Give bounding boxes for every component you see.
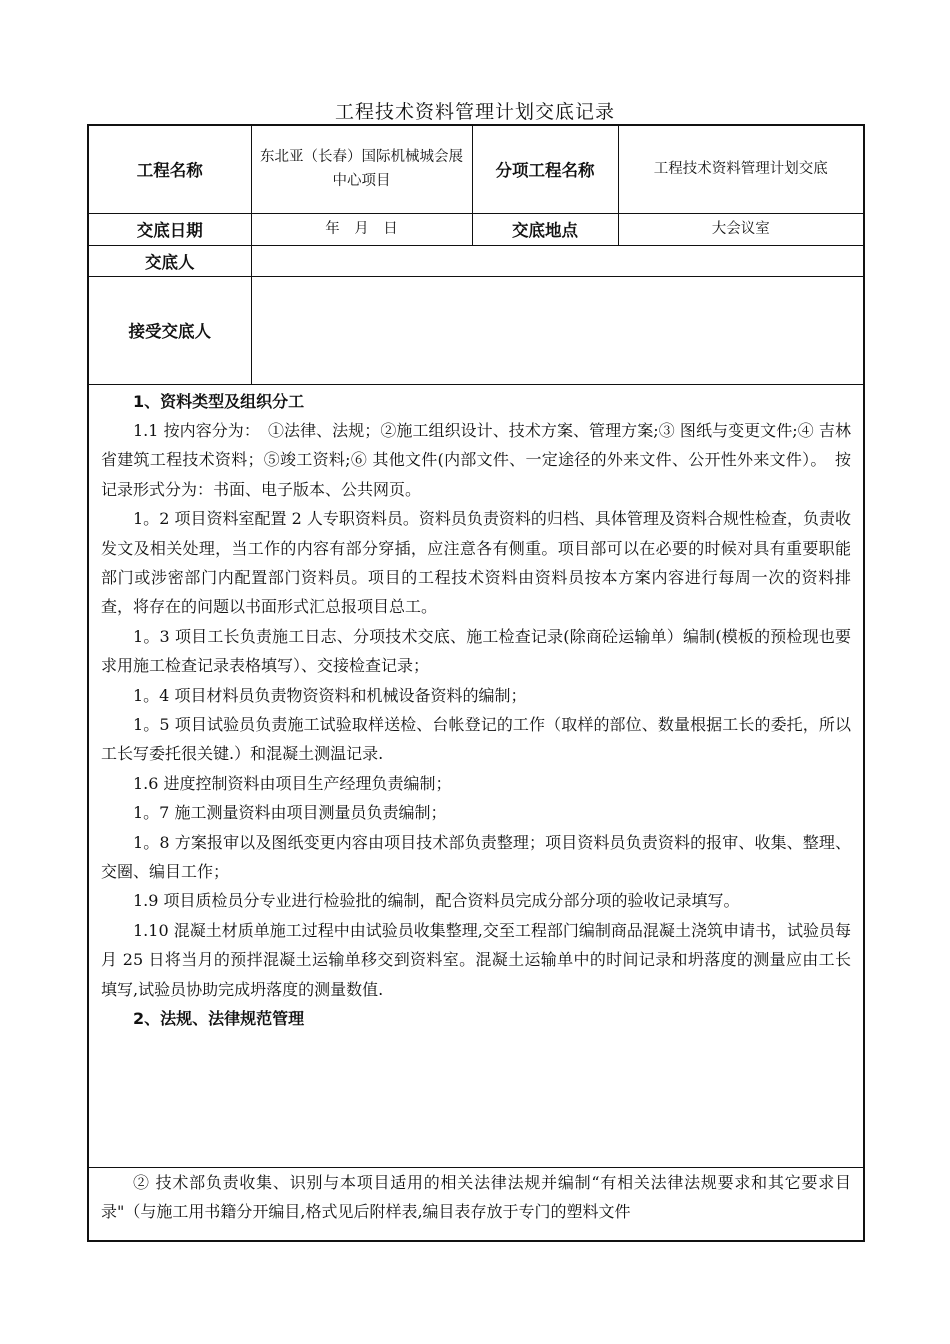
location-value: 大会议室 (618, 213, 864, 245)
page-title: 工程技术资料管理计划交底记录 (334, 101, 615, 123)
presenter-label: 交底人 (88, 245, 251, 276)
section1-heading: 1、资料类型及组织分工 (133, 391, 305, 411)
paragraph-1-6: 1.6 进度控制资料由项目生产经理负责编制； (133, 773, 452, 793)
handover-record-table (87, 124, 865, 1242)
sub-project-value: 工程技术资料管理计划交底 (618, 125, 864, 213)
receiver-row (88, 276, 864, 384)
paragraph-1-8: 1。8 方案报审以及图纸变更内容由项目技术部负责整理；项目资料员负责资料的报审、收集、整理、交圈、编目工作； (101, 832, 851, 881)
paragraph-1-7: 1。7 施工测量资料由项目测量员负责编制； (133, 803, 447, 823)
sub-project-label: 分项工程名称 (472, 125, 618, 213)
continued-cell (88, 1167, 864, 1241)
paragraph-1-10: 1.10 混凝土材质单施工过程中由试验员收集整理,交至工程部门编制商品混凝土浇筑申请书，试验员每月 25 日将当月的预拌混凝土运输单移交到资料室。混凝土运输单中的时间记录和坍落度的测量应由工长填写,试验员协助完成坍落度的测量数值. (101, 920, 851, 999)
date-value: 年 月 日 (251, 213, 472, 245)
date-row (88, 213, 864, 245)
project-row (88, 125, 864, 213)
presenter-row (88, 245, 864, 276)
date-label: 交底日期 (88, 213, 251, 245)
paragraph-1-9: 1.9 项目质检员分专业进行检验批的编制，配合资料员完成分部分项的验收记录填写。 (133, 891, 740, 911)
section2-heading: 2、法规、法律规范管理 (133, 1009, 305, 1029)
paragraph-1-4: 1。4 项目材料员负责物资资料和机械设备资料的编制； (133, 685, 527, 705)
receiver-label: 接受交底人 (88, 276, 251, 384)
content-body (89, 385, 863, 1034)
paragraph-2-2: ② 技术部负责收集、识别与本项目适用的相关法律法规并编制“有相关法律法规要求和其它要求目录"（与施工用书籍分开编目,格式见后附样表,编目表存放于专门的塑料文件 (101, 1172, 851, 1221)
paragraph-1-2: 1。2 项目资料室配置 2 人专职资料员。资料员负责资料的归档、具体管理及资料合规性检查，负责收发文及相关处理，当工作的内容有部分穿插，应注意各有侧重。项目部可以在必要的时候对具有重要职能部门或涉密部门内配置部门资料员。项目的工程技术资料由资料员按本方案内容进行每周一次的资料排查，将存在的问题以书面形式汇总报项目总工。 (101, 509, 851, 617)
paragraph-1-5: 1。5 项目试验员负责施工试验取样送检、台帐登记的工作（取样的部位、数量根据工长的委托，所以工长写委托很关键.）和混凝土测温记录. (101, 714, 851, 764)
presenter-value (251, 245, 864, 276)
project-name-value: 东北亚（长春）国际机械城会展中心项目 (251, 125, 472, 213)
receiver-value (251, 276, 864, 384)
content-cell (88, 384, 864, 1167)
continued-row (88, 1167, 864, 1241)
content-row (88, 384, 864, 1167)
continued-body (89, 1168, 863, 1227)
paragraph-1-1: 1.1 按内容分为： ①法律、法规；②施工组织设计、技术方案、管理方案;③ 图纸与变更文件;④ 吉林省建筑工程技术资料；⑤竣工资料;⑥ 其他文件(内部文件、一定途径的外来文件、公开性外来文件）。 按记录形式分为：书面、电子版本、公共网页。 (101, 420, 851, 499)
project-name-label: 工程名称 (88, 125, 251, 213)
paragraph-1-3: 1。3 项目工长负责施工日志、分项技术交底、施工检查记录(除商砼运输单）编制(模板的预检现也要求用施工检查记录表格填写）、交接检查记录； (101, 626, 851, 676)
location-label: 交底地点 (472, 213, 618, 245)
